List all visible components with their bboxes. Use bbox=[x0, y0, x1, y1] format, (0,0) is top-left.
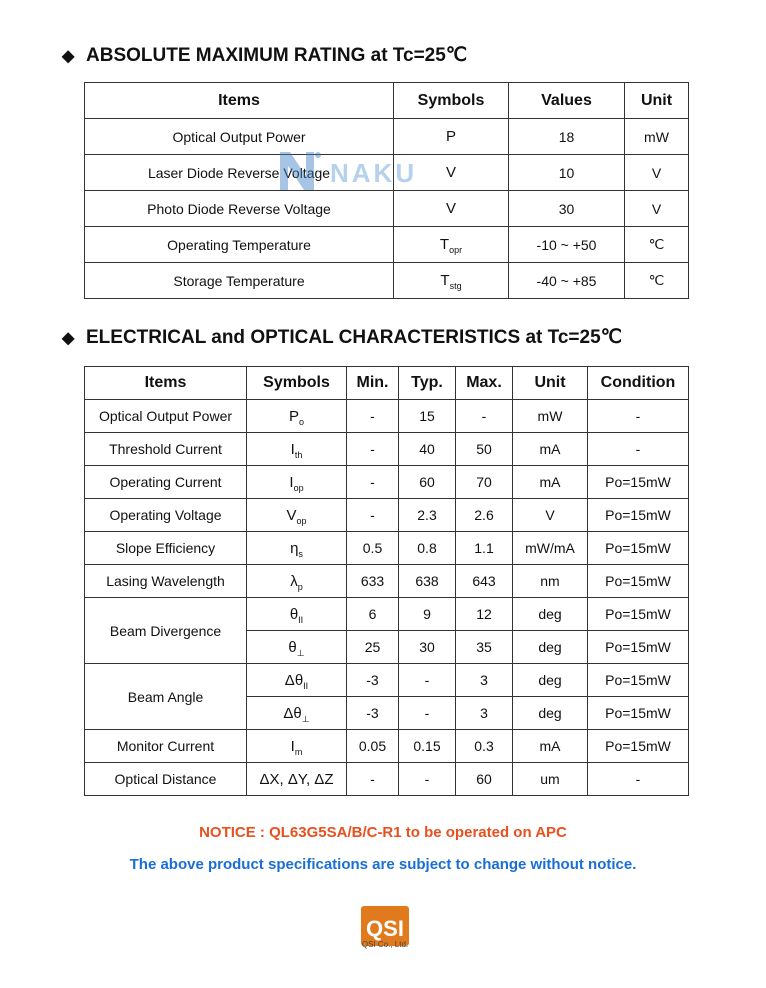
item-cell: Operating Voltage bbox=[85, 499, 247, 532]
table-row bbox=[85, 532, 689, 565]
max-cell: 12 bbox=[456, 598, 513, 631]
max-cell: 1.1 bbox=[456, 532, 513, 565]
symbol-cell: V bbox=[394, 155, 509, 191]
symbol-cell: $T_{opr}$ bbox=[394, 227, 509, 263]
value-cell: 18 bbox=[509, 119, 625, 155]
table-row bbox=[85, 433, 689, 466]
table-row bbox=[85, 664, 689, 697]
typ-cell: 9 bbox=[399, 598, 456, 631]
item-cell: Storage Temperature bbox=[85, 263, 394, 299]
typ-cell: 2.3 bbox=[399, 499, 456, 532]
unit-cell: mA bbox=[513, 730, 588, 763]
symbol-cell: $\theta_\perp$ bbox=[247, 631, 347, 664]
symbol-cell: $\eta_s$ bbox=[247, 532, 347, 565]
table-row bbox=[85, 263, 689, 299]
symbol-cell: $\lambda_p$ bbox=[247, 565, 347, 598]
item-cell: Threshold Current bbox=[85, 433, 247, 466]
unit-cell: nm bbox=[513, 565, 588, 598]
table-row bbox=[85, 155, 689, 191]
qsi-logo-text: QSI bbox=[366, 916, 404, 941]
condition-cell: Po=15mW bbox=[588, 499, 689, 532]
condition-cell: Po=15mW bbox=[588, 697, 689, 730]
typ-cell: 0.15 bbox=[399, 730, 456, 763]
symbol-cell: $\Delta\theta_\perp$ bbox=[247, 697, 347, 730]
typ-cell: 30 bbox=[399, 631, 456, 664]
typ-cell: 15 bbox=[399, 400, 456, 433]
unit-cell: deg bbox=[513, 664, 588, 697]
watermark-text: NAKU bbox=[330, 158, 418, 188]
item-cell: Lasing Wavelength bbox=[85, 565, 247, 598]
item-cell: Operating Current bbox=[85, 466, 247, 499]
table-row bbox=[85, 763, 689, 796]
unit-cell: V bbox=[625, 191, 689, 227]
item-cell: Optical Output Power bbox=[85, 119, 394, 155]
header-condition: Condition bbox=[588, 367, 689, 400]
header-items: Items bbox=[85, 83, 394, 119]
condition-cell: - bbox=[588, 763, 689, 796]
table-row bbox=[85, 466, 689, 499]
min-cell: 0.5 bbox=[347, 532, 399, 565]
header-typ: Typ. bbox=[399, 367, 456, 400]
table-row bbox=[85, 598, 689, 631]
item-cell: Beam Divergence bbox=[85, 598, 247, 664]
table-header-row bbox=[85, 367, 689, 400]
symbol-cell: $I_{th}$ bbox=[247, 433, 347, 466]
min-cell: - bbox=[347, 763, 399, 796]
condition-cell: - bbox=[588, 433, 689, 466]
max-cell: 2.6 bbox=[456, 499, 513, 532]
min-cell: - bbox=[347, 400, 399, 433]
unit-cell: deg bbox=[513, 631, 588, 664]
symbol-cell: ΔX, ΔY, ΔZ bbox=[247, 763, 347, 796]
unit-cell: mA bbox=[513, 466, 588, 499]
unit-cell: ℃ bbox=[625, 263, 689, 299]
max-cell: 60 bbox=[456, 763, 513, 796]
condition-cell: Po=15mW bbox=[588, 565, 689, 598]
min-cell: - bbox=[347, 433, 399, 466]
unit-cell: mA bbox=[513, 433, 588, 466]
table-row bbox=[85, 119, 689, 155]
max-cell: 35 bbox=[456, 631, 513, 664]
min-cell: - bbox=[347, 466, 399, 499]
section-title-text: ELECTRICAL and OPTICAL CHARACTERISTICS at Tc=25℃ bbox=[86, 327, 622, 348]
max-cell: 50 bbox=[456, 433, 513, 466]
value-cell: -10 ~ +50 bbox=[509, 227, 625, 263]
apc-notice: NOTICE : QL63G5SA/B/C-R1 to be operated on APC bbox=[199, 824, 567, 841]
item-cell: Laser Diode Reverse Voltage bbox=[85, 155, 394, 191]
typ-cell: - bbox=[399, 697, 456, 730]
symbol-cell: V bbox=[394, 191, 509, 227]
header-values: Values bbox=[509, 83, 625, 119]
symbol-cell: $\Delta\theta_{II}$ bbox=[247, 664, 347, 697]
typ-cell: - bbox=[399, 763, 456, 796]
symbol-cell: $T_{stg}$ bbox=[394, 263, 509, 299]
table-row bbox=[85, 191, 689, 227]
max-cell: 3 bbox=[456, 664, 513, 697]
unit-cell: deg bbox=[513, 697, 588, 730]
section-title-electrical-optical bbox=[62, 326, 622, 349]
symbol-cell: P bbox=[394, 119, 509, 155]
company-name: QSI Co., Ltd. bbox=[361, 940, 409, 949]
min-cell: 0.05 bbox=[347, 730, 399, 763]
typ-cell: - bbox=[399, 664, 456, 697]
table-row bbox=[85, 730, 689, 763]
item-cell: Operating Temperature bbox=[85, 227, 394, 263]
max-cell: 0.3 bbox=[456, 730, 513, 763]
unit-cell: V bbox=[625, 155, 689, 191]
typ-cell: 0.8 bbox=[399, 532, 456, 565]
unit-cell: um bbox=[513, 763, 588, 796]
symbol-cell: $I_{op}$ bbox=[247, 466, 347, 499]
min-cell: 6 bbox=[347, 598, 399, 631]
value-cell: 30 bbox=[509, 191, 625, 227]
header-min: Min. bbox=[347, 367, 399, 400]
typ-cell: 40 bbox=[399, 433, 456, 466]
symbol-cell: $V_{op}$ bbox=[247, 499, 347, 532]
symbol-cell: $I_m$ bbox=[247, 730, 347, 763]
item-cell: Optical Output Power bbox=[85, 400, 247, 433]
specification-disclaimer: The above product specifications are subject to change without notice. bbox=[129, 856, 637, 873]
condition-cell: Po=15mW bbox=[588, 466, 689, 499]
table-row bbox=[85, 227, 689, 263]
symbol-cell: $\theta_{II}$ bbox=[247, 598, 347, 631]
condition-cell: Po=15mW bbox=[588, 598, 689, 631]
item-cell: Slope Efficiency bbox=[85, 532, 247, 565]
min-cell: -3 bbox=[347, 697, 399, 730]
condition-cell: Po=15mW bbox=[588, 631, 689, 664]
symbol-cell: $P_o$ bbox=[247, 400, 347, 433]
unit-cell: mW bbox=[513, 400, 588, 433]
unit-cell: deg bbox=[513, 598, 588, 631]
max-cell: 70 bbox=[456, 466, 513, 499]
item-cell: Optical Distance bbox=[85, 763, 247, 796]
condition-cell: Po=15mW bbox=[588, 664, 689, 697]
diamond-bullet-icon: ◆ bbox=[62, 47, 75, 65]
table-row bbox=[85, 400, 689, 433]
condition-cell: Po=15mW bbox=[588, 532, 689, 565]
value-cell: -40 ~ +85 bbox=[509, 263, 625, 299]
unit-cell: ℃ bbox=[625, 227, 689, 263]
table-row bbox=[85, 565, 689, 598]
absolute-max-table bbox=[84, 82, 689, 299]
value-cell: 10 bbox=[509, 155, 625, 191]
condition-cell: Po=15mW bbox=[588, 730, 689, 763]
table-header-row bbox=[85, 83, 689, 119]
min-cell: 25 bbox=[347, 631, 399, 664]
typ-cell: 60 bbox=[399, 466, 456, 499]
table-row bbox=[85, 499, 689, 532]
max-cell: 643 bbox=[456, 565, 513, 598]
header-symbols: Symbols bbox=[247, 367, 347, 400]
max-cell: - bbox=[456, 400, 513, 433]
item-cell: Photo Diode Reverse Voltage bbox=[85, 191, 394, 227]
condition-cell: - bbox=[588, 400, 689, 433]
section-title-absolute-max bbox=[62, 44, 467, 67]
item-cell: Monitor Current bbox=[85, 730, 247, 763]
header-unit: Unit bbox=[625, 83, 689, 119]
max-cell: 3 bbox=[456, 697, 513, 730]
header-items: Items bbox=[85, 367, 247, 400]
item-cell: Beam Angle bbox=[85, 664, 247, 730]
min-cell: 633 bbox=[347, 565, 399, 598]
header-symbols: Symbols bbox=[394, 83, 509, 119]
min-cell: -3 bbox=[347, 664, 399, 697]
unit-cell: mW/mA bbox=[513, 532, 588, 565]
diamond-bullet-icon: ◆ bbox=[62, 329, 75, 347]
unit-cell: V bbox=[513, 499, 588, 532]
min-cell: - bbox=[347, 499, 399, 532]
section-title-text: ABSOLUTE MAXIMUM RATING at Tc=25℃ bbox=[86, 45, 468, 66]
header-max: Max. bbox=[456, 367, 513, 400]
electrical-optical-table bbox=[84, 366, 689, 796]
unit-cell: mW bbox=[625, 119, 689, 155]
typ-cell: 638 bbox=[399, 565, 456, 598]
header-unit: Unit bbox=[513, 367, 588, 400]
